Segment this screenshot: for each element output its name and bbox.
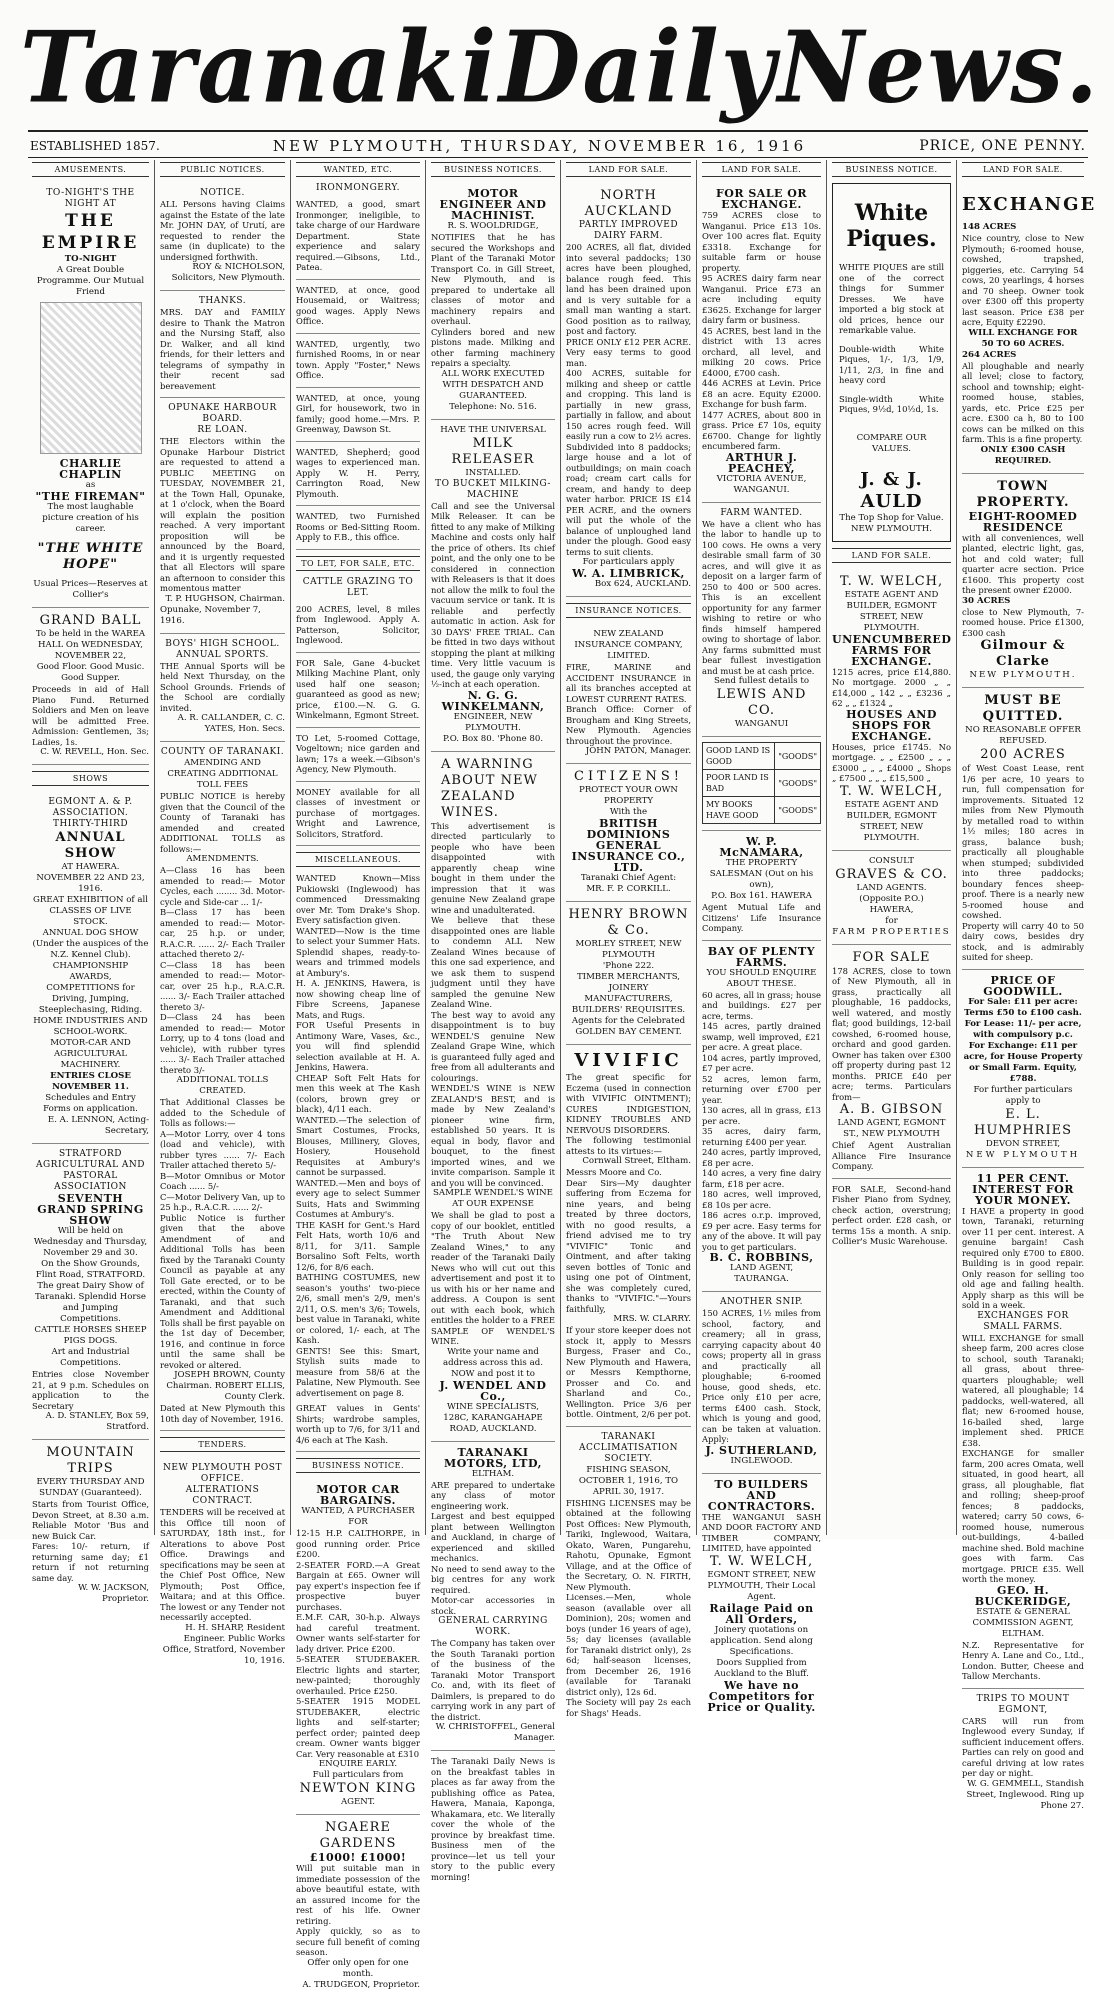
tenders-header: TENDERS. [160, 1437, 285, 1452]
post-office-tender: NEW PLYMOUTH POST OFFICE. ALTERATIONS CONTRACT. TENDERS will be received at this Office till noon of SATURDAY, 18th inst., for Alterations to above Post Office. Drawings and specifications may be seen at the Chief Post Office, New Plymouth; Post Office, Waitara; and at this Office. The lowest or any Tender not necessarily accepted. H. H. SHARP, Resident Engineer. Public Works Office, Stratford, November 10, 1916. [160, 1463, 285, 1666]
column-header: WANTED, ETC. [296, 162, 420, 177]
vivific-ad: VIVIFIC The great specific for Eczema (used in connection with VIVIFIC OINTMENT); CURES INDIGESTION, KIDNEY TROUBLES AND NERVOUS DISORDERS. The following testimonial attests to its virtues:— Cornwall Street, Eltham. Messrs Moore and Co. Dear Sirs—My daughter suffering from Eczema for nine years, and being treated by three doctors, with no good results, a friend advised me to try "VIVIFIC" Tonic and Ointment, and after taking seven bottles of Tonic and using one pot of Ointment, she was completely cured, thanks to "VIVIFIC."—Yours faithfully, MRS. W. CLARRY. If your store keeper does not stock it, apply to Messrs Burgess, Fraser and Co., New Plymouth and Hawera, or Messrs Kempthorne, Prosser and Co. and Sharland and Co., Wellington. Price 3/6 per bottle. Ointment, 2/6 per pot. [566, 1045, 691, 1427]
dateline [30, 137, 1086, 155]
column-header: PUBLIC NOTICES. [160, 162, 285, 177]
goods-ad [702, 737, 821, 831]
motor-car-bargains: MOTOR CAR BARGAINS. WANTED, A PURCHASER FOR 12-15 H.P. CALTHORPE, in good running order. Price £200. 2-SEATER FORD.—A Great Bargain at £65. Owner will pay expert's inspection fee if prospective buyer purchases. E.M.F. CAR, 30-h.p. Always had careful treatment. Owner wants self-starter for lady driver. Price £200. 5-SEATER STUDEBAKER. Electric lights and starter, new-painted; thoroughly overhauled. Price £250. 5-SEATER 1915 MODEL STUDEBAKER, electric lights and self-starter; perfect order; painted deep cream. Owner wants bigger Car. Very reasonable at £310 ENQUIRE EARLY. Full particulars from NEWTON KING AGENT. [296, 1479, 420, 1815]
milk-releaser-ad: HAVE THE UNIVERSAL MILK RELEASER INSTALLED. TO BUCKET MILKING-MACHINE Call and see the Universal Milk Releaser. It can be fitted to any make of Milking Machine and costs only half the price of others. Its chief point, and the only one to be considered in connection with Releasers is that it does not allow the milk to foul the vacuum service or tank. It is reliable and perfectly automatic in action. Ask for 30 DAYS' FREE TRIAL. Can be fitted in two days without stopping the plant at milking time. Very little vacuum is used, the gauge only varying ½-inch at each operation. N. G. G. WINKELMANN, ENGINEER, NEW PLYMOUTH. P.O. Box 80. 'Phone 80. [431, 420, 555, 752]
columns [27, 160, 1097, 1990]
interest-ad: 11 PER CENT. INTEREST FOR YOUR MONEY. I HAVE a property in good town, Taranaki, returning over 11 per cent. interest. A genuine bargain! Cash required only £700 to £800. Building is in good repair. Only reason for selling too old age and failing health. Apply sharp as this will be sold in a week. EXCHANGES FOR SMALL FARMS. WILL EXCHANGE for small sheep farm, 200 acres close to school, south Taranaki; all grass, about three-quarters ploughable; well watered, all ploughable; 14 paddocks, well-watered, all flat; new 6-roomed house, 16-bailed shed, large implement shed. PRICE £38. EXCHANGE for smaller farm, 200 acres Omata, well situated, in good heart, all grass, all ploughable, flat and rolling; sheep-proof fences; 8 paddocks, watered; carry 50 cows, 6-roomed house, numerous out-buildings, 4-bailed machine shed. Bold machine goes with farm. Cas mortgage. PRICE £35. Well worth the money. GEO. H. BUCKERIDGE, ESTATE & GENERAL COMMISSION AGENT, ELTHAM. N.Z. Representative for Henry A. Lane and Co., Ltd., London. Butter, Cheese and Tallow Merchants. [962, 1168, 1084, 1689]
motor-engineer-ad: MOTOR ENGINEER AND MACHINIST. R. S. WOOLDRIDGE, NOTIFIES that he has secured the Workshops and Plant of the Taranaki Motor Transport Co. in Gill Street, New Plymouth, and is prepared to undertake all classes of motor and machinery repairs and overhaul. Cylinders bored and new pistons made. Milking and other farming machinery repairs a specialty. ALL WORK EXECUTED WITH DESPATCH AND GUARANTEED. Telephone: No. 516. [431, 183, 555, 420]
established-label: ESTABLISHED 1857. [30, 139, 160, 153]
empire-ad: TO-NIGHT'S THE NIGHT AT THE EMPIRE TO-NIGHT A Great Double Programme. Our Mutual Friend CHARLIE CHAPLIN as "THE FIREMAN" The most laughable picture creation of his career. "THE WHITE HOPE" Usual Prices—Reserves at Collier's [32, 183, 149, 608]
column-header: LAND FOR SALE. [702, 162, 821, 177]
column-business-notice [827, 160, 957, 1535]
north-auckland-ad: NORTH AUCKLAND PARTLY IMPROVED DAIRY FARM. 200 ACRES, all flat, divided into several paddocks; 130 acres have been ploughed, balance rough feed. This land has been drained upon and is very suitable for a small man wanting a start. Good position as to railway, post and factory. PRICE ONLY £12 PER ACRE. Very easy terms to good man. 400 ACRES, suitable for milking and sheep or cattle and cropping. This land is partially in new grass, partially in fallow, and about 150 acres rough feed. Will easily run a cow to 2½ acres. Subdivided into 8 paddocks; large house and a lot of outbuildings; on main coach road; cream cart calls for cream, and handy to deep water harbor. PRICE IS £14 PER ACRE, and the owners will put the whole of the balance of unploughed land under the plough. Good easy terms to suit clients. For particulars apply W. A. LIMBRICK, Box 624, AUCKLAND. [566, 183, 691, 597]
insurance-header: INSURANCE NOTICES. [566, 603, 691, 618]
another-snip-ad: ANOTHER SNIP. 150 ACRES, 1½ miles from school, factory, and creamery; all in grass, carrying capacity about 40 cows; property all in grass and practically all ploughable; 6-roomed house, good sheds, etc. Price only £10 per acre, terms £400 cash. Stock, which is young and good, can be taken at valuation. Apply: J. SUTHERLAND, INGLEWOOD. [702, 1292, 821, 1474]
to-let-header: TO LET, FOR SALE, ETC. [296, 556, 420, 571]
mountain-trips-ad: MOUNTAIN TRIPS EVERY THURSDAY AND SUNDAY (Guaranteed). Starts from Tourist Office, Devon Street, at 8.30 a.m. Reliable Motor 'Bus and new Buick Car. Fares: 10/- return, if returning same day; £1 return if not returning same day. W. W. JACKSON, Proprietor. [32, 1445, 149, 1604]
price-label: PRICE, ONE PENNY. [919, 138, 1086, 154]
white-piques-ad: White Piques. WHITE PIQUES are still one of the correct things for Summer Dresses. We have imported a big stock at old prices, hence our remarkable value. Double-width White Piques, 1/-, 1/3, 1/9, 1/11, 2/3, in fine and heavy cord Single-width White Piques, 9½d, 10½d, 1s. COMPARE OUR VALUES. J. & J. AULD The Top Shop for Value. NEW PLYMOUTH. [832, 183, 951, 542]
mcnamara-ad: W. P. McNAMARA, THE PROPERTY SALESMAN (Out on his own), P.O. Box 161. HAWERA Agent Mutual Life and Citizens' Life Insurance Company. [702, 831, 821, 941]
acclimatisation-ad: TARANAKI ACCLIMATISATION SOCIETY. FISHING SEASON, OCTOBER 1, 1916, TO APRIL 30, 1917. FISHING LICENSES may be obtained at the following Post Offices: New Plymouth, Tariki, Inglewood, Waitara, Okato, Waren, Pungarehu, Rahotu, Opunake, Egmont Village, and at the Office of the Secretary, O. N. FIRTH, New Plymouth. Licenses.—Men, whole season (available over all Dominion), 20s; women and boys (under 16 years of age), 5s; day licenses (available for Taranaki district only), 2s 6d; half-season licenses, from December 26, 1916 (available for Taranaki district only), 12s 6d. The Society will pay 2s each for Shags' Heads. [566, 1431, 691, 1718]
ngaere-gardens-ad: NGAERE GARDENS £1000! £1000! Will put suitable man in immediate possession of the above beautiful estate, with an assured income for the rest of his life. Owner retiring. Apply quickly, so as to secure full benefit of coming season. Offer only open for one month. A. TRUDGEON, Proprietor. [296, 1820, 420, 1990]
masthead-word-1: Taranaki [20, 10, 499, 126]
masthead-rule [28, 130, 1088, 132]
toll-fees-notice: COUNTY OF TARANAKI. AMENDING AND CREATING ADDITIONAL TOLL FEES PUBLIC NOTICE is hereby given that the Council of the County of Taranaki has amended and created ADDITIONAL TOLLS as follows:— AMENDMENTS. A—Class 16 has been amended to read:— Motor Cycles, each ........ 3d. Motor-cycle and Side-car ... 1/- B—Class 17 has been amended to read:— Motor-car, 25 h.p. or under, R.A.C.R. ...... 2/- Each Trailer attached thereto 2/- C—Class 18 has been amended to read:— Motor-car, over 25 h.p., R.A.C.R. ...... 3/- Each Trailer attached thereto 3/- D—Class 24 has been amended to read:— Motor Lorry, up to 4 tons (load and vehicle), with rubber tyres ...... 3/- Each Trailer attached thereto 3/- ADDITIONAL TOLLS CREATED. That Additional Classes be added to the Schedule of Tolls as follows:— A—Motor Lorry, over 4 tons (load and vehicle), with rubber tyres ...... 7/- Each Trailer attached thereto 5/- B—Motor Omnibus or Motor Coach ...... 5/- C—Motor Delivery Van, up to 25 h.p., R.A.C.R. ...... 2/- Public Notice is further given that the above Amendment of and Additional Tolls has been fixed by the Taranaki County Council as payable at any Toll Gate erected, or to be erected, within the County of Taranaki, and that such Amendment and Additional Tolls shall be first payable on the 1st day of December, 1916, and continue in force until the same shall be revoked or altered. JOSEPH BROWN, County Chairman. ROBERT ELLIS, County Clerk. Dated at New Plymouth this 10th day of November, 1916. [160, 742, 285, 1431]
graves-ad: CONSULT GRAVES & CO. LAND AGENTS. (Opposite P.O.) HAWERA, for FARM PROPERTIES [832, 851, 951, 945]
column-header: BUSINESS NOTICE. [832, 162, 951, 177]
masthead-word-2: Daily [498, 10, 778, 126]
sale-or-exchange-ad: FOR SALE OR EXCHANGE. 759 ACRES close to Wanganui. Price £13 10s. Over 100 acres flat. Equity £3318. Exchange for suitable farm or house property. 95 ACRES dairy farm near Wanganui. Price £73 an acre including equity £3625. Exchange for larger dairy farm or business. 45 ACRES, best land in the district with 13 acres orchard, all level, and milking 20 cows. Price £4000, £700 cash. 446 ACRES at Levin. Price £8 an acre. Equity £2000. Exchange for bush farm. 1477 ACRES, about 800 in grass. Price £7 10s, equity £6700. Change for lightly encumbered farm. ARTHUR J. PEACHEY, VICTORIA AVENUE, WANGANUI. [702, 183, 821, 503]
bay-of-plenty-ad: BAY OF PLENTY FARMS. YOU SHOULD ENQUIRE ABOUT THESE. 60 acres, all in grass; house and buildings. £27 per acre, terms. 145 acres, partly drained swamp, well improved, £21 per acre. A great place. 104 acres, partly improved, £7 per acre. 52 acres, lemon farm, returning over £700 per year. 130 acres, all in grass, £13 per acre. 35 acres, dairy farm, returning £400 per year. 240 acres, partly improved, £8 per acre. 140 acres, a very fine dairy farm, £18 per acre. 180 acres, well improved, £8 10s per acre. 186 acres o.r.p. improved, £9 per acre. Easy terms for any of the above. It will pay you to get particulars. B. C. ROBBINS, LAND AGENT, TAURANGA. [702, 941, 821, 1293]
goodwill-ad: PRICE OF GOODWILL. For Sale: £11 per acre: Terms £50 to £100 cash. For Lease: 11/- per acre, with compulsory p.c. For Exchange: £11 per acre, for House Property or Small Farm. Equity, £788. For further particulars apply to E. L. HUMPHRIES DEVON STREET, NEW PLYMOUTH [962, 970, 1084, 1168]
column-header: LAND FOR SALE. [962, 162, 1084, 177]
exchange-ad: EXCHANGE 148 ACRES Nice country, close to New Plymouth; 6-roomed house, cowshed, trapshed, piggeries, etc. Carrying 54 cows, 20 yearlings, 4 horses and 70 sheep. Owner took over £300 off this property last season. Price £38 per acre, Equity £2290. WILL EXCHANGE FOR 50 TO 60 ACRES. 264 ACRES All ploughable and nearly all level; close to factory, school and township; eight-roomed house, stables, yards, etc. Price £25 per acre. £300 ca h, 80 to 100 cows can be milked on this farm. This is a fine property. ONLY £300 CASH REQUIRED. [962, 183, 1084, 474]
miscellaneous-header: MISCELLANEOUS. [296, 852, 420, 867]
column-amusements [27, 160, 155, 1604]
column-land-for-sale-1 [561, 160, 697, 1718]
thanks-notice: THANKS. MRS. DAY and FAMILY desire to Thank the Matron and the Nursing Staff, also Dr. Walker, and all kind friends, for their letters and telegrams of sympathy in their recent sad bereavement [160, 291, 285, 398]
farm-wanted-ad: FARM WANTED. We have a client who has the labor to handle up to 100 cows. He owns a very desirable small farm of 30 acres, and will give it as deposit on a larger farm of 250 to 400 or 500 acres. This is an excellent opportunity for any farmer wishing to retire or who finds himself hampered owing to shortage of labor. Any farms submitted must bear fullest investigation and must be at cash price. Send fullest details to LEWIS AND CO. WANGANUI [702, 503, 821, 738]
citizens-insurance-ad: CITIZENS! PROTECT YOUR OWN PROPERTY With the BRITISH DOMINIONS GENERAL INSURANCE CO., LTD. Taranaki Chief Agent: MR. F. P. CORKILL. [566, 764, 691, 902]
town-property-ad: TOWN PROPERTY. EIGHT-ROOMED RESIDENCE with all conveniences, well planted, electric light, gas, hot and cold water; full quarter acre section. Price £1600. This property cost the present owner £2000. 30 ACRES close to New Plymouth, 7-roomed house. Price £1300, £300 cash Gilmour & Clarke NEW PLYMOUTH. [962, 474, 1084, 689]
school-sports-notice: BOYS' HIGH SCHOOL. ANNUAL SPORTS. THE Annual Sports will be held Next Thursday, on the School Grounds. Friends of the School are cordially invited. A. R. CALLANDER, C. C. YATES, Hon. Secs. [160, 634, 285, 743]
wine-warning-ad: A WARNING ABOUT NEW ZEALAND WINES. This advertisement is directed particularly to people who have been disappointed with apparently cheap wine bought in them under the impression that it was genuine New Zealand grape wine and unadulterated. We believe that these disappointed ones are liable to condemn ALL New Zealand Wines because of this one sad experience, and we ask them to suspend judgment until they have sampled the genuine New Zealand Wine. The best way to avoid any disappointment is to buy WENDEL'S genuine New Zealand Grape Wine, which is guaranteed fully aged and free from all adulterants and colourings. WENDEL'S WINE is NEW ZEALAND'S BEST, and is made by New Zealand's pioneer wine firm, established 50 years. It is equal in body, flavor and bouquet, to the finest imported wines, and we invite comparison. Sample it and you will be convinced. SAMPLE WENDEL'S WINE AT OUR EXPENSE We shall be glad to post a copy of our booklet, entitled "The Truth About New Zealand Wines," to any reader of the Taranaki Daily News who will cut out this advertisement and post it to us with his or her name and address. A Coupon is sent out with each book, which entitles the holder to a FREE SAMPLE OF WENDEL'S WINE. Write your name and address across this ad. NOW and post it to J. WENDEL AND Co., WINE SPECIALISTS, 128C, KARANGAHAPE ROAD, AUCKLAND. [431, 752, 555, 1442]
column-land-for-sale-3 [957, 160, 1097, 1811]
column-header: AMUSEMENTS. [32, 162, 149, 177]
welch-exchange-ad: T. W. WELCH, ESTATE AGENT AND BUILDER, EGMONT STREET, NEW PLYMOUTH. UNENCUMBERED FARMS FOR EXCHANGE. 1215 acres, price £14,880. No mortgage. 2000 „ „ £14,000 „ 142 „ „ £3236 „ 62 „ „ £1324 „ HOUSES AND SHOPS FOR EXCHANGE. Houses, price £1745. No mortgage. „ „ £2500 „ „ „ £3000 „ „ „ £4000 „ Shops „ £7500 „ „ „ £15,500 „ T. W. WELCH, ESTATE AGENT AND BUILDER, EGMONT STREET, NEW PLYMOUTH. [832, 569, 951, 851]
dateline-main: NEW PLYMOUTH, THURSDAY, NOVEMBER 16, 1916 [272, 137, 807, 155]
nz-insurance-ad: NEW ZEALAND INSURANCE COMPANY, LIMITED. FIRE, MARINE and ACCIDENT INSURANCE in all its branches accepted at LOWEST CURRENT RATES. Branch Office: Corner of Brougham and King Streets, New Plymouth. Agencies throughout the province. JOHN PATON, Manager. [566, 624, 691, 764]
shows-header: SHOWS [32, 771, 149, 786]
dateline-rule [28, 157, 1088, 158]
piano-ad: FOR SALE, Second-hand Fisher Piano from Sydney, check action, overstrung; perfect order. £28 cash, or terms 15s a month. A snip. Collier's Music Warehouse. [832, 1183, 951, 1246]
column-land-for-sale-2 [697, 160, 827, 1714]
must-be-quitted-ad: MUST BE QUITTED. NO REASONABLE OFFER REFUSED. 200 ACRES of West Coast Lease, rent 1/6 per acre, 10 years to run, full compensation for improvements. Situated 12 miles from New Plymouth by metalled road to within 1½ miles; 180 acres in grass, balance bush; practically all ploughable when stumped; subdivided into three paddocks; boundary fences sheep-proof. There is a nearly new 5-roomed house and cowshed. Property will carry 40 to 50 dairy cows, besides dry stock, and is admirably suited for sheep. [962, 688, 1084, 970]
business-notice-header: BUSINESS NOTICE. [296, 1458, 420, 1473]
masthead-word-3: News. [777, 10, 1100, 126]
mount-egmont-trips-ad: TRIPS TO MOUNT EGMONT, CARS will run from Inglewood every Sunday, if sufficient inducement offers. Parties can rely on good and careful driving at low rates per day or night. W. G. GEMMELL, Standish Street, Inglewood. Ring up Phone 27. [962, 1693, 1084, 1811]
builders-ad: TO BUILDERS AND CONTRACTORS. THE WANGANUI SASH AND DOOR FACTORY AND TIMBER COMPANY, LIMITED, have appointed T. W. WELCH, EGMONT STREET, NEW PLYMOUTH, Their Local Agent. Railage Paid on All Orders, Joinery quotations on application. Send along Specifications. Doors Supplied from Auckland to the Bluff. We have no Competitors for Price or Quality. [702, 1477, 821, 1714]
fireman-illustration [40, 302, 142, 454]
grand-ball-ad: GRAND BALL To be held in the WAREA HALL On WEDNESDAY, NOVEMBER 22, Good Floor. Good Music. Good Supper. Proceeds in aid of Hall Piano Fund. Returned Soldiers and Men on leave will be admitted Free. Admission: Gentlemen, 3s; Ladies, 1s. C. W. REVELL, Hon. Sec. [32, 608, 149, 765]
stratford-show-ad: STRATFORD AGRICULTURAL AND PASTORAL ASSOCIATION SEVENTH GRAND SPRING SHOW Will be held on Wednesday and Thursday, November 29 and 30. On the Show Grounds, Flint Road, STRATFORD. The great Dairy Show of Taranaki. Splendid Horse and Jumping Competitions. CATTLE HORSES SHEEP PIGS DOGS. Art and Industrial Competitions. Entries close November 21, at 9 p.m. Schedules on application to the Secretary A. D. STANLEY, Box 59, Stratford. [32, 1144, 149, 1440]
taranaki-motors-ad: TARANAKI MOTORS, LTD, ELTHAM. ARE prepared to undertake any class of motor engineering work. Largest and best equipped plant between Wellington and Auckland, in charge of experienced and skilled mechanics. No need to send away to the big centres for any work required. Motor-car accessories in stock. GENERAL CARRYING WORK. The Company has taken over the South Taranaki portion of the business of the Taranaki Motor Transport Co. and, with its fleet of Daimlers, is prepared to do carrying work in any part of the district. W. CHRISTOFFEL, General Manager. [431, 1442, 555, 1752]
masthead [20, 10, 1100, 126]
henry-brown-ad: HENRY BROWN & Co. MORLEY STREET, NEW PLYMOUTH 'Phone 222. TIMBER MERCHANTS, JOINERY MANUFACTURERS, BUILDERS' REQUISITES. Agents for the Celebrated GOLDEN BAY CEMENT. [566, 902, 691, 1045]
column-header: LAND FOR SALE. [566, 162, 691, 177]
column-header: BUSINESS NOTICES. [431, 162, 555, 177]
estate-notice: NOTICE. ALL Persons having Claims against the Estate of the late Mr. JOHN DAY, of Urutí, are requested to render the same (in duplicate) to the undersigned forthwith. ROY & NICHOLSON, Solicitors, New Plymouth. [160, 183, 285, 291]
column-wanted: WANTED, ETC. IRONMONGERY. WANTED, a good, smart Ironmonger, ineligible, to take charge of our Hardware Department. State experience and salary required.—Gibsons, Ltd., Patea. WANTED, at once, good Housemaid, or Waitress; good wages. Apply News Office. WANTED, urgently, two furnished Rooms, in or near town. Apply "Foster," News Office. WANTED, at once, young Girl, for housework, two in family; good home.—Mrs. P. Greenway, Dawson St. WANTED, Shepherd; good wages to experienced man. Apply W. H. Perry, Carrington Road, New Plymouth. WANTED, two Furnished Rooms or Bed-Sitting Room. Apply to F.B., this office. TO LET, FOR SALE, ETC. CATTLE GRAZING TO LET. 200 ACRES, level, 8 miles from Inglewood. Apply A. Patterson, Solicitor, Inglewood. FOR Sale, Gane 4-bucket Milking Machine Plant, only used half one season; guaranteed as good as new; price, £100.—N. G. G. Winkelmann, Egmont Street. TO Let, 5-roomed Cottage, Vogeltown; nice garden and lawn; 17s a week.—Gibson's Agency, New Plymouth. MONEY available for all classes of investment or purchase of mortgages. Wright and Lawrence, Solicitors, Stratford. MISCELLANEOUS. WANTED Known—Miss Pukiowski (Inglewood) has commenced Dressmaking over Mr. Tom Drake's Shop. Every satisfaction given. WANTED—Now is the time to select your Summer Hats. Splendid shapes, ready-to-wears and trimmed models at Ambury's. H. A. JENKINS, Hawera, is now showing cheap line of Fibre Screens, Japanese Mats, and Rugs. FOR Useful Presents in Antimony Ware, Vases, &c., you will find splendid selection available at H. A. Jenkins, Hawera. CHEAP Soft Felt Hats for men this week at The Kash (colors, brown grey or black), 4/11 each. WANTED.—The selection of Smart Costumes, Frocks, Blouses, Millinery, Gloves, Hosiery, Household Requisites at Ambury's cannot be surpassed. WANTED.—Men and boys of every age to select Summer Suits, Hats and Swimming Costumes at Ambury's. THE KASH for Gent.'s Hard Felt Hats, worth 10/6 and 8/11, for 3/11. Sample Borsalino Soft Felts, worth 12/6, for 8/6 each. BATHING COSTUMES, new season's youths' two-piece 2/6, small men's 2/9, men's 2/11, O.S. men's 3/6; Towels, best value in Taranaki, white or colored, 1/- each, at The Kash. GENTS! See this: Smart, Stylish suits made to measure from 58/6 at the Palatine, New Plymouth. See advertisement on page 8. GREAT values in Gents' Shirts; wardrobe samples, worth up to 7/6, for 3/11 and 4/6 each at The Kash. BUSINESS NOTICE. MOTOR CAR BARGAINS. WANTED, A PURCHASER FOR 12-15 H.P. CALTHORPE, in good running order. Price £200. 2-SEATER FORD.—A Great Bargain at £65. Owner will pay expert's inspection fee if prospective buyer purchases. E.M.F. CAR, 30-h.p. Always had careful treatment. Owner wants self-starter for lady driver. Price £200. 5-SEATER STUDEBAKER. Electric lights and starter, new-painted; thoroughly overhauled. Price £250. 5-SEATER 1915 MODEL STUDEBAKER, electric lights and self-starter; perfect order; painted deep cream. Owner wants bigger Car. Very reasonable at £310 ENQUIRE EARLY. Full particulars from NEWTON KING AGENT. NGAERE GARDENS £1000! £1000! Will put suitable man in immediate possession of the above beautiful estate, with an assured income for the rest of his life. Owner retiring. Apply quickly, so as to secure full benefit of coming season. Offer only open for one month. A. TRUDGEON, Proprietor. [291, 160, 426, 1535]
column-business-notices [426, 160, 561, 1882]
gibson-ad: FOR SALE 178 ACRES, close to town of New Plymouth, all in grass, practically all ploughable, 16 paddocks, well watered, and mostly flat; good buildings, 12-bail cowshed, 6-roomed house, orchard and good garden. Owner has taken over £300 off property during past 12 months. PRICE £40 per acre; terms. Particulars from— A. B. GIBSON LAND AGENT, EGMONT ST., NEW PLYMOUTH Chief Agent Australian Alliance Fire Insurance Company. [832, 945, 951, 1179]
goods-table: GOOD LAND IS GOOD "GOODS" POOR LAND IS BAD "GOODS" MY BOOKS HAVE GOOD "GOODS" [702, 742, 821, 824]
egmont-show-ad: EGMONT A. & P. ASSOCIATION. THIRTY-THIRD ANNUAL SHOW AT HAWERA. NOVEMBER 22 AND 23, 1916. GREAT EXHIBITION of all CLASSES OF LIVE STOCK. ANNUAL DOG SHOW (Under the auspices of the N.Z. Kennel Club). CHAMPIONSHIP AWARDS, COMPETITIONS for Driving, Jumping, Steeplechasing, Riding. HOME INDUSTRIES AND SCHOOL-WORK. MOTOR-CAR AND AGRICULTURAL MACHINERY. ENTRIES CLOSE NOVEMBER 11. Schedules and Entry Forms on application. E. A. LENNON, Acting-Secretary, [32, 792, 149, 1144]
land-for-sale-header: LAND FOR SALE. [832, 548, 951, 563]
column-public-notices [155, 160, 291, 1666]
daily-news-ad: The Taranaki Daily News is on the breakfast tables in places as far away from the publishing office as Patea, Hawera, Manaia, Kaponga, Whakamara, etc. We literally cover the whole of the province by breakfast time. Business men of the province—let us tell your story to the public every morning! [431, 1756, 555, 1882]
harbour-board-notice: OPUNAKE HARBOUR BOARD. RE LOAN. THE Electors within the Opunake Harbour District are requested to attend a PUBLIC MEETING on TUESDAY, NOVEMBER 21, at the Town Hall, Opunake, at 1 o'clock, when the Board will explain the position reached. A very important proposition will be announced by the Board, and it is urgently requested that all Electors will spare an afternoon to consider this momentous matter T. P. HUGHSON, Chairman. Opunake, November 7, 1916. [160, 398, 285, 634]
